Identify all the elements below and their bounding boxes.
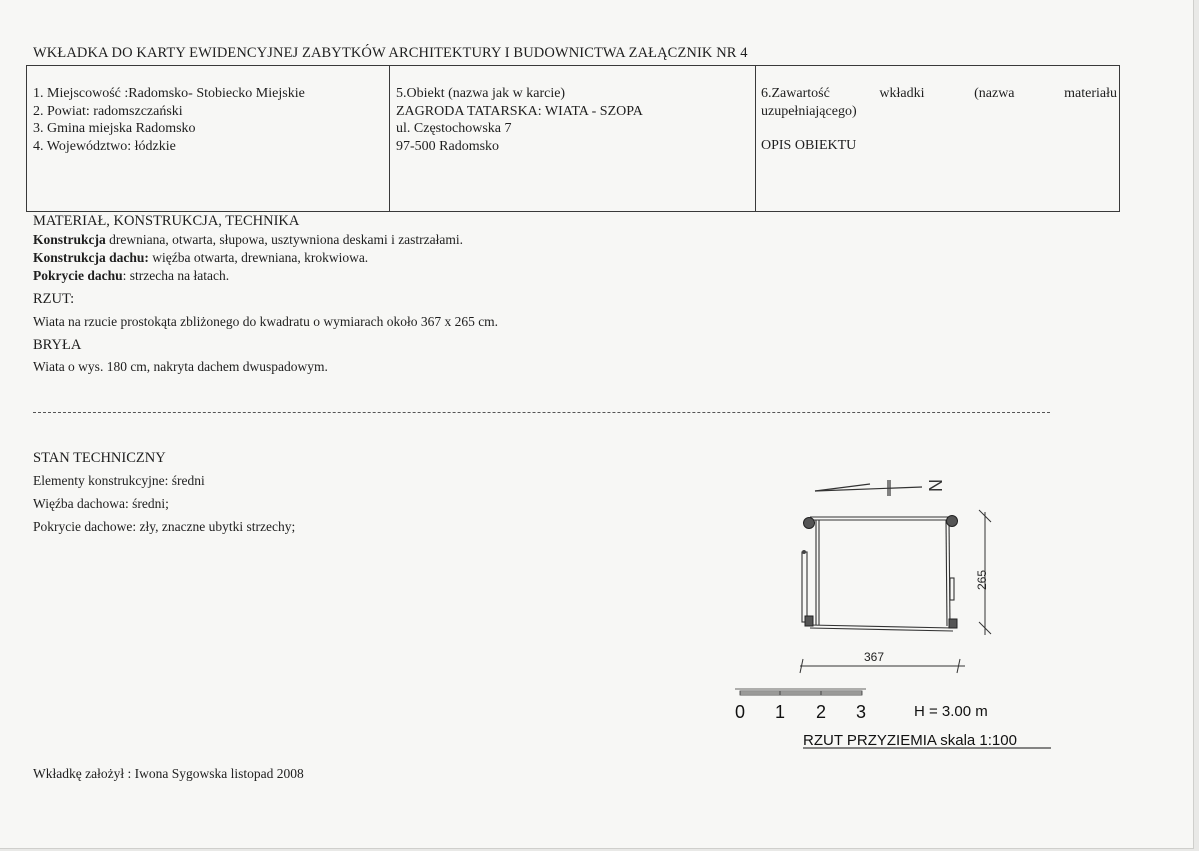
dim-367: 367	[863, 650, 885, 664]
material-line-1: Konstrukcja drewniana, otwarta, słupowa, usztywniona deskami i zastrzałami.	[33, 232, 464, 247]
condition-line-1: Elementy konstrukcyjne: średni	[33, 473, 205, 488]
scale-1: 1	[774, 702, 786, 722]
content-heading-word: materiału	[1064, 86, 1117, 101]
dim-265: 265	[975, 569, 989, 591]
building-plan	[802, 517, 954, 631]
material-heading: MATERIAŁ, KONSTRUKCJA, TECHNIKA	[33, 213, 300, 229]
locality: 1. Miejscowość :Radomsko- Stobiecko Miejskie	[33, 86, 305, 101]
content-heading-word: 6.Zawartość	[761, 86, 830, 101]
scale-2: 2	[815, 702, 827, 722]
plan-text: Wiata na rzucie prostokąta zbliżonego do kwadratu o wymiarach około 367 x 265 cm.	[33, 314, 499, 329]
condition-line-2: Więźba dachowa: średni;	[33, 496, 169, 511]
massing-text: Wiata o wys. 180 cm, nakryta dachem dwuspadowym.	[33, 359, 328, 374]
north-arrow-icon	[815, 480, 922, 496]
object-cell	[396, 85, 643, 155]
municipality: 3. Gmina miejska Radomsko	[33, 121, 196, 136]
drawing-caption: RZUT PRZYZIEMIA skala 1:100	[803, 732, 1017, 749]
material-line-3: Pokrycie dachu: strzecha na łatach.	[33, 268, 230, 283]
material-line-2: Konstrukcja dachu: więźba otwarta, drewniana, krokwiowa.	[33, 250, 369, 265]
content-cell	[761, 85, 1117, 155]
height-label: H = 3.00 m	[914, 703, 988, 720]
header-table	[26, 65, 1120, 212]
content-heading-line2: uzupełniającego)	[761, 103, 857, 119]
corner-posts	[804, 516, 958, 629]
condition-heading: STAN TECHNICZNY	[33, 450, 166, 466]
scale-bar	[735, 689, 866, 695]
district: 2. Powiat: radomszczański	[33, 103, 183, 119]
column-divider	[389, 66, 390, 211]
object-name: ZAGRODA TATARSKA: WIATA - SZOPA	[396, 103, 643, 119]
object-city: 97-500 Radomsko	[396, 138, 500, 154]
post-marker	[802, 550, 806, 554]
voivodeship: 4. Województwo: łódzkie	[33, 138, 176, 154]
content-heading-word: (nazwa	[974, 86, 1015, 101]
content-heading-word: wkładki	[879, 86, 925, 101]
scale-0: 0	[734, 702, 746, 722]
object-heading: 5.Obiekt (nazwa jak w karcie)	[396, 86, 566, 101]
dashed-separator	[33, 412, 1050, 413]
footer-author: Wkładkę założył : Iwona Sygowska listopad 2008	[33, 766, 304, 781]
scale-3: 3	[855, 702, 867, 722]
content-value: OPIS OBIEKTU	[761, 138, 857, 153]
location-cell	[33, 85, 305, 155]
north-label: N	[925, 479, 945, 492]
condition-line-3: Pokrycie dachowe: zły, znaczne ubytki strzechy;	[33, 519, 296, 534]
object-street: ul. Częstochowska 7	[396, 121, 512, 136]
massing-heading: BRYŁA	[33, 337, 82, 353]
plan-heading: RZUT:	[33, 291, 75, 307]
column-divider	[755, 66, 756, 211]
floor-plan-drawing	[720, 460, 1100, 760]
document-title: WKŁADKA DO KARTY EWIDENCYJNEJ ZABYTKÓW ARCHITEKTURY I BUDOWNICTWA ZAŁĄCZNIK NR 4	[33, 45, 748, 61]
